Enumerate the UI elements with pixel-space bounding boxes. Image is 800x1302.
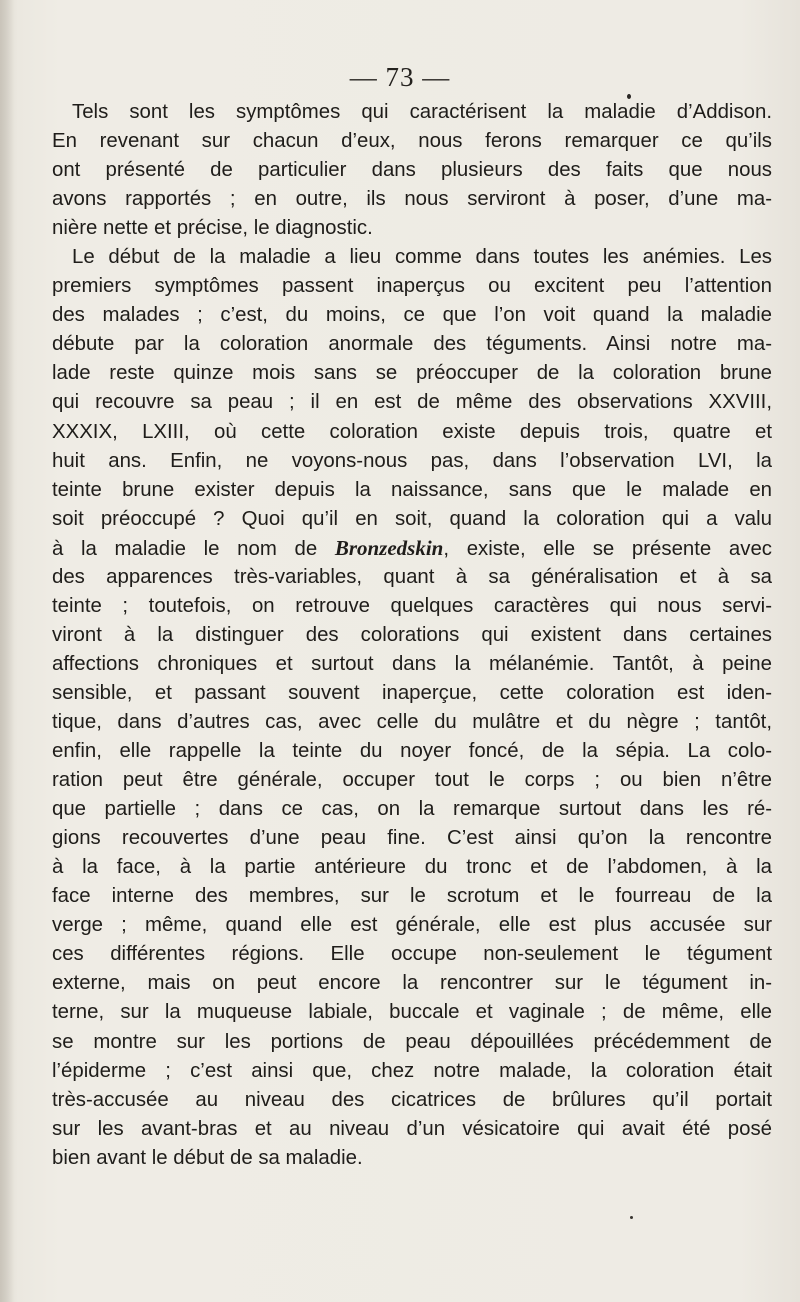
text-line: sur les avant-bras et au niveau d’un vésicatoire qui avait été posé bbox=[52, 1117, 772, 1140]
text-line: enfin, elle rappelle la teinte du noyer foncé, de la sépia. La colo- bbox=[52, 740, 772, 763]
text-segment: à la maladie le nom de bbox=[52, 537, 335, 560]
text-line: soit préoccupé ? Quoi qu’il en soit, quand la coloration qui a valu bbox=[52, 507, 772, 530]
text-line: externe, mais on peut encore la rencontrer sur le tégument in- bbox=[52, 972, 772, 995]
body-text bbox=[52, 98, 772, 1173]
text-line: verge ; même, quand elle est générale, elle est plus accusée sur bbox=[52, 914, 772, 937]
text-line: huit ans. Enfin, ne voyons-nous pas, dans l’observation LVI, la bbox=[52, 449, 772, 472]
text-line: ration peut être générale, occuper tout le corps ; ou bien n’être bbox=[52, 769, 772, 792]
text-line: nière nette et précise, le diagnostic. bbox=[52, 217, 373, 240]
text-line: ces différentes régions. Elle occupe non-seulement le tégument bbox=[52, 943, 772, 966]
text-line: premiers symptômes passent inaperçus ou excitent peu l’attention bbox=[52, 275, 772, 298]
text-line: gions recouvertes d’une peau fine. C’est ainsi qu’on la rencontre bbox=[52, 827, 772, 850]
text-line: sensible, et passant souvent inaperçue, cette coloration est iden- bbox=[52, 681, 772, 704]
text-line: bien avant le début de sa maladie. bbox=[52, 1146, 363, 1169]
text-line: des apparences très-variables, quant à sa généralisation et à sa bbox=[52, 565, 772, 588]
text-line: En revenant sur chacun d’eux, nous ferons remarquer ce qu’ils bbox=[52, 130, 772, 153]
text-line-with-term bbox=[52, 534, 772, 563]
paragraph-1 bbox=[52, 98, 772, 243]
text-line: terne, sur la muqueuse labiale, buccale et vaginale ; de même, elle bbox=[52, 1001, 772, 1024]
binding-shadow bbox=[0, 0, 14, 1302]
text-line: des malades ; c’est, du moins, ce que l’on voit quand la maladie bbox=[52, 304, 772, 327]
text-line: Tels sont les symptômes qui caractérisent la maladie d’Addison. bbox=[72, 101, 772, 123]
text-segment: , existe, elle se présente avec bbox=[443, 537, 772, 560]
page-number: — 73 — bbox=[349, 62, 451, 92]
text-line: face interne des membres, sur le scrotum et le fourreau de la bbox=[52, 885, 772, 908]
text-line: XXXIX, LXIII, où cette coloration existe depuis trois, quatre et bbox=[52, 420, 772, 443]
text-line: Le début de la maladie a lieu comme dans toutes les anémies. Les bbox=[72, 246, 772, 269]
text-line: avons rapportés ; en outre, ils nous serviront à poser, d’une ma- bbox=[52, 188, 772, 211]
italic-term: Bronzedskin bbox=[334, 535, 444, 560]
text-line: débute par la coloration anormale des téguments. Ainsi notre ma- bbox=[52, 333, 772, 356]
text-line: tique, dans d’autres cas, avec celle du mulâtre et du nègre ; tantôt, bbox=[52, 710, 772, 733]
text-line: teinte ; toutefois, on retrouve quelques caractères qui nous servi- bbox=[52, 594, 772, 617]
text-line: que partielle ; dans ce cas, on la remarque surtout dans les ré- bbox=[52, 798, 772, 821]
text-line: l’épiderme ; c’est ainsi que, chez notre malade, la coloration était bbox=[52, 1059, 772, 1082]
text-line: très-accusée au niveau des cicatrices de brûlures qu’il portait bbox=[52, 1088, 772, 1111]
ink-speck bbox=[630, 1216, 633, 1219]
text-line: affections chroniques et surtout dans la mélanémie. Tantôt, à peine bbox=[52, 652, 772, 675]
text-line: se montre sur les portions de peau dépouillées précédemment de bbox=[52, 1030, 772, 1053]
text-line: ont présenté de particulier dans plusieurs des faits que nous bbox=[52, 159, 772, 182]
text-line: viront à la distinguer des colorations qui existent dans certaines bbox=[52, 623, 772, 646]
text-line: qui recouvre sa peau ; il en est de même des observations XXVIII, bbox=[52, 391, 772, 414]
paragraph-2 bbox=[52, 243, 772, 1173]
text-line: à la face, à la partie antérieure du tronc et de l’abdomen, à la bbox=[52, 856, 772, 879]
text-line: lade reste quinze mois sans se préoccuper de la coloration brune bbox=[52, 362, 772, 385]
text-line: teinte brune exister depuis la naissance, sans que le malade en bbox=[52, 478, 772, 501]
